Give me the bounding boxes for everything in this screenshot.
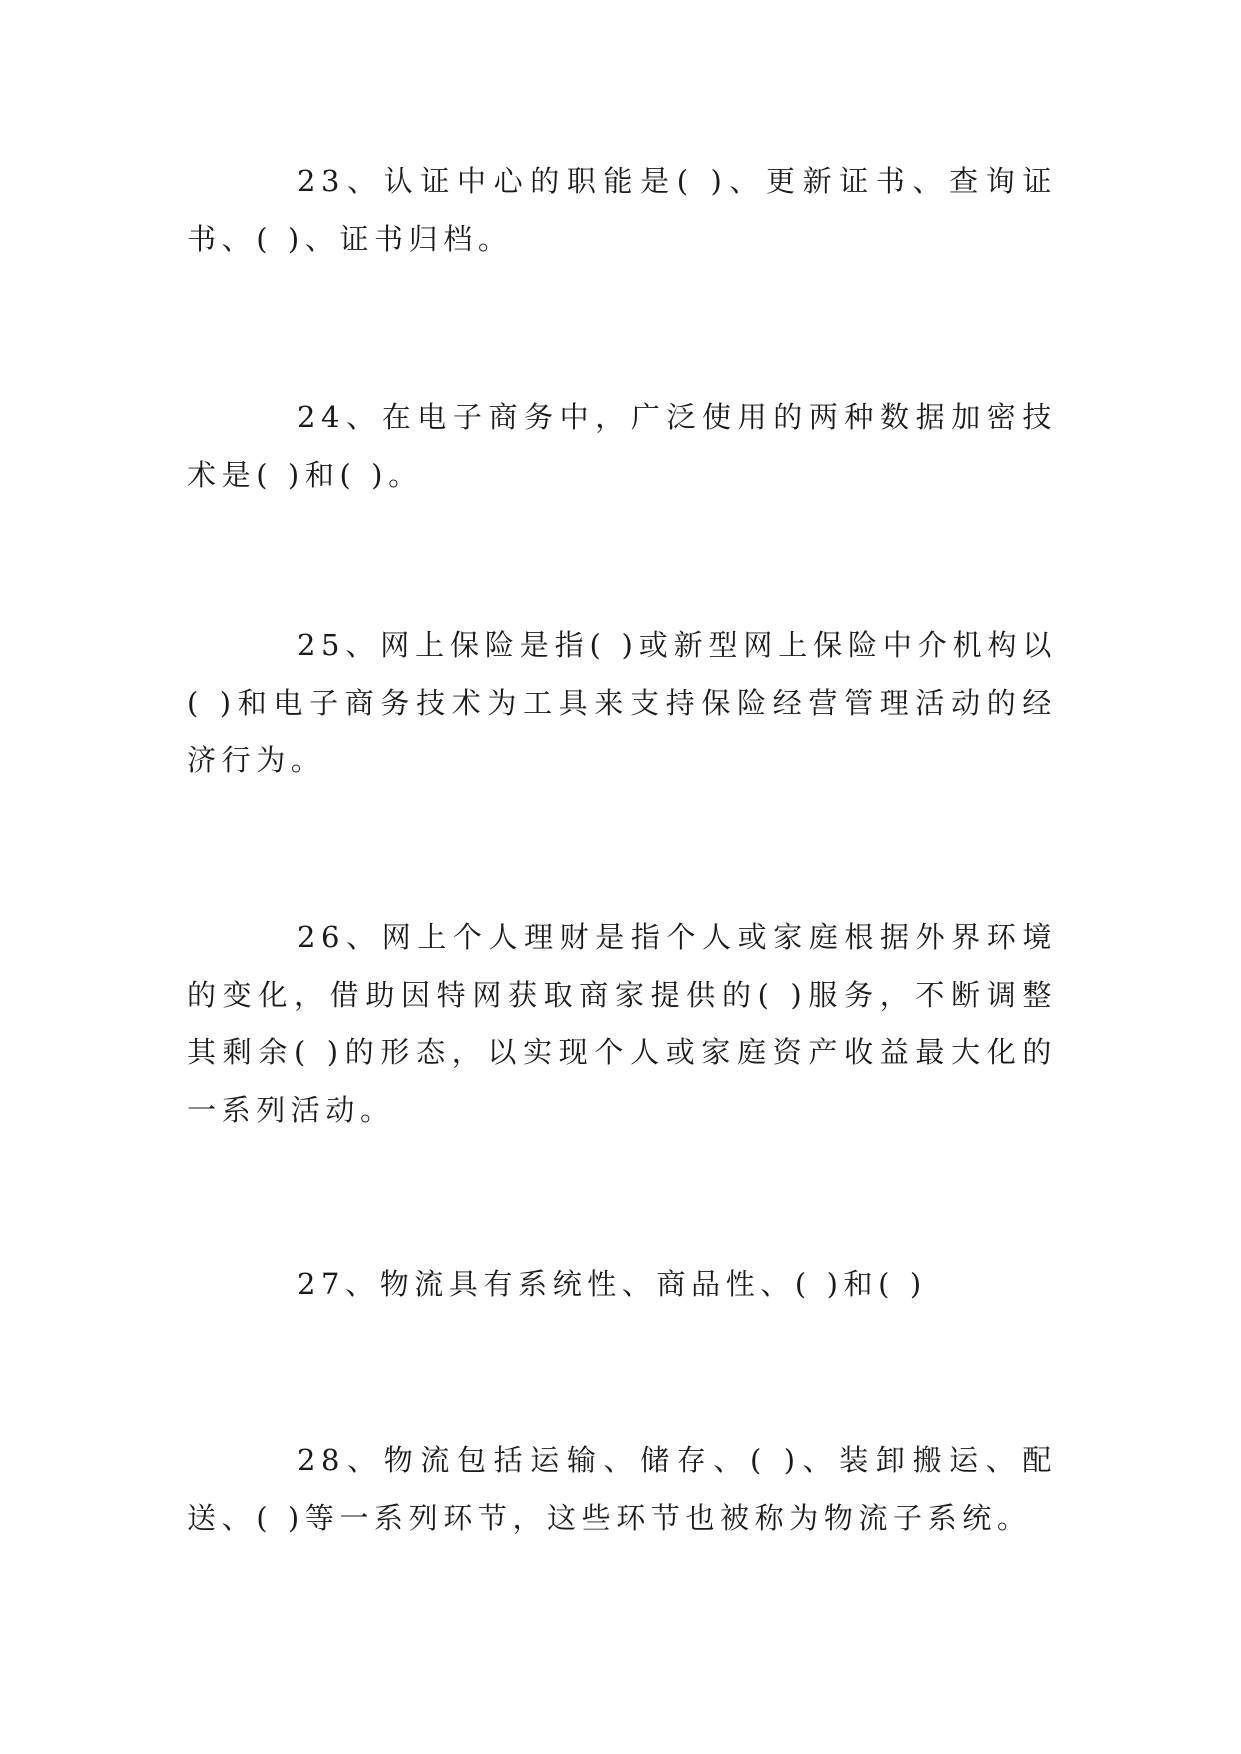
question-25: 25、网上保险是指( )或新型网上保险中介机构以( )和电子商务技术为工具来支持保险经营管理活动的经济行为。 [187,628,1057,777]
question-26: 26、网上个人理财是指个人或家庭根据外界环境的变化，借助因特网获取商家提供的( )服务，不断调整其剩余( )的形态，以实现个人或家庭资产收益最大化的一系列活动。 [187,920,1057,1127]
question-28: 28、物流包括运输、储存、( )、装卸搬运、配送、( )等一系列环节，这些环节也被称为物流子系统。 [187,1443,1057,1535]
question-24: 24、在电子商务中，广泛使用的两种数据加密技术是( )和( )。 [187,400,1057,492]
question-23: 23、认证中心的职能是( )、更新证书、查询证书、( )、证书归档。 [187,164,1057,256]
question-27: 27、物流具有系统性、商品性、( )和( ) [297,1267,927,1301]
